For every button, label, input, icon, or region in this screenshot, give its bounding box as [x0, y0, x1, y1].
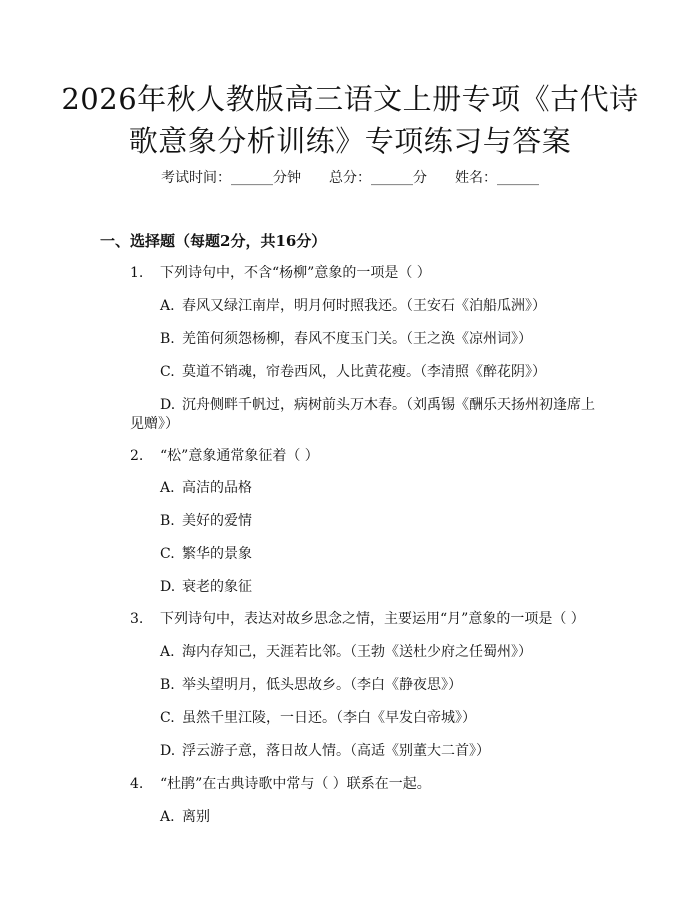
option-3c: [160, 707, 476, 729]
option-1b: [160, 328, 532, 350]
option-text: 离别: [182, 809, 210, 825]
student-name: 姓名：______: [455, 170, 539, 186]
option-letter: A.: [160, 298, 175, 314]
total-score: 总分：______分: [329, 170, 427, 186]
option-text: 虽然千里江陵，一日还。（李白《早发白帝城》）: [182, 710, 476, 726]
option-4a: [160, 806, 210, 828]
option-letter: D.: [160, 743, 176, 759]
option-letter: A.: [160, 480, 175, 496]
option-text: 衰老的象征: [182, 579, 252, 595]
option-letter: B.: [160, 331, 175, 347]
question-number: 2.: [130, 448, 144, 464]
question-stem: 下列诗句中，不含“杨柳”意象的一项是（ ）: [160, 265, 431, 281]
option-text: 浮云游子意，落日故人情。（高适《别董大二首》）: [182, 743, 490, 759]
option-text: 海内存知己，天涯若比邻。（王勃《送杜少府之任蜀州》）: [182, 644, 532, 660]
option-1a: [160, 295, 546, 317]
option-1d: [160, 394, 595, 416]
document-title: [60, 78, 640, 162]
option-text: 繁华的景象: [182, 546, 252, 562]
option-letter: D.: [160, 579, 176, 595]
option-letter: B.: [160, 677, 175, 693]
question-stem: “松”意象通常象征着（ ）: [160, 448, 319, 464]
title-line-2: 歌意象分析训练》专项练习与答案: [128, 124, 572, 158]
title-line-1: 2026年秋人教版高三语文上册专项《古代诗: [61, 82, 639, 116]
exam-info: [0, 167, 700, 189]
question-number: 4.: [130, 776, 144, 792]
option-letter: B.: [160, 513, 175, 529]
option-2a: [160, 477, 252, 499]
option-letter: C.: [160, 710, 175, 726]
question-number: 1.: [130, 265, 144, 281]
option-3a: [160, 641, 532, 663]
question-number: 3.: [130, 611, 144, 627]
option-text: 高洁的品格: [182, 480, 252, 496]
option-letter: A.: [160, 644, 175, 660]
option-text: 羌笛何须怨杨柳，春风不度玉门关。（王之涣《凉州词》）: [182, 331, 532, 347]
option-1d-continued: 见赠》）: [130, 416, 179, 432]
question-stem: “杜鹃”在古典诗歌中常与（ ）联系在一起。: [160, 776, 431, 792]
option-letter: D.: [160, 397, 176, 413]
option-text: 美好的爱情: [182, 513, 252, 529]
option-text: 举头望明月，低头思故乡。（李白《静夜思》）: [182, 677, 462, 693]
option-text: 沉舟侧畔千帆过，病树前头万木春。（刘禹锡《酬乐天扬州初逢席上: [182, 397, 595, 413]
section-heading: 一、选择题（每题2分，共16分）: [100, 232, 327, 250]
option-1c: [160, 361, 546, 383]
option-text: 春风又绿江南岸，明月何时照我还。（王安石《泊船瓜洲》）: [182, 298, 546, 314]
option-2d: [160, 576, 252, 598]
option-letter: A.: [160, 809, 175, 825]
option-letter: C.: [160, 364, 175, 380]
option-letter: C.: [160, 546, 175, 562]
exam-time: 考试时间：______分钟: [161, 170, 301, 186]
option-text: 莫道不销魂，帘卷西风，人比黄花瘦。（李清照《醉花阴》）: [182, 364, 546, 380]
option-2b: [160, 510, 252, 532]
option-3b: [160, 674, 462, 696]
option-2c: [160, 543, 252, 565]
option-3d: [160, 740, 490, 762]
question-stem: 下列诗句中，表达对故乡思念之情，主要运用“月”意象的一项是（ ）: [160, 611, 585, 627]
